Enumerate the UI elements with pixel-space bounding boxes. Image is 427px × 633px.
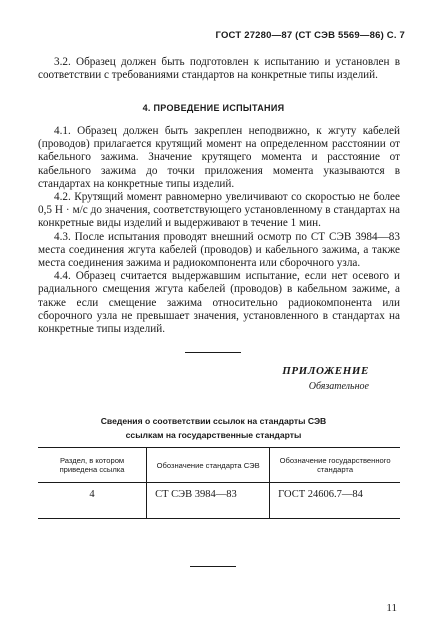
cell-sev-standard: СТ СЭВ 3984—83 <box>147 483 270 519</box>
section-title: 4. ПРОВЕДЕНИЕ ИСПЫТАНИЯ <box>142 103 285 113</box>
cell-section: 4 <box>38 483 147 519</box>
table-row <box>38 483 400 519</box>
table-header-row <box>38 448 400 483</box>
appendix-subtitle: Обязательное <box>308 381 369 392</box>
column-header-section: Раздел, в котором приведена ссылка <box>38 448 147 483</box>
table-title-line-1: Сведения о соответствии ссылок на стандарты СЭВ <box>100 416 327 426</box>
table-title-line-2: ссылкам на государственные стандарты <box>125 430 302 440</box>
paragraph-4-3: 4.3. После испытания проводят внешний осмотр по СТ СЭВ 3984—83 места соединения жгута кабелей (проводов) и кабельного зажима, а также места соединения зажима и радиокомпонента или сборочного узла. <box>38 230 400 270</box>
paragraph-3-2: 3.2. Образец должен быть подготовлен к испытанию и установлен в соответствии с требованиями стандартов на конкретные типы изделий. <box>38 56 400 82</box>
paragraph-4-1: 4.1. Образец должен быть закреплен неподвижно, к жгуту кабелей (проводов) прилагается крутящий момент на определенном расстоянии от кабельного зажима. Значение крутящего момента и расстояние от кабельного зажима до точки приложения момента указываются в стандартах на конкретные типы изделий. <box>38 125 400 190</box>
separator-line <box>185 352 241 353</box>
intro-block <box>38 56 400 82</box>
page-number: 11 <box>386 602 397 614</box>
bottom-separator-line <box>190 566 236 567</box>
paragraph-4-4: 4.4. Образец считается выдержавшим испытание, если нет осевого и радиального смещения жгута кабелей (проводов) в кабельном зажиме, а также если смещение зажима относительно радиокомпонента или сборочного узла не превышает значения, установленного в стандартах на конкретные типы изделий. <box>38 270 400 336</box>
appendix-title: ПРИЛОЖЕНИЕ <box>282 365 369 377</box>
column-header-sev-standard: Обозначение стандарта СЭВ <box>147 448 270 483</box>
column-header-gost-standard: Обозначение государственного стандарта <box>270 448 400 483</box>
cell-gost-standard: ГОСТ 24606.7—84 <box>270 483 400 519</box>
section-body <box>38 125 400 336</box>
page-header: ГОСТ 27280—87 (СТ СЭВ 5569—86) С. 7 <box>215 30 405 41</box>
paragraph-4-2: 4.2. Крутящий момент равномерно увеличивают со скоростью не более 0,5 Н · м/с до значения, соответствующего установленному в стандартах на конкретные виды изделий и выдерживают в течение 1 мин. <box>38 191 400 230</box>
reference-table <box>38 447 400 519</box>
